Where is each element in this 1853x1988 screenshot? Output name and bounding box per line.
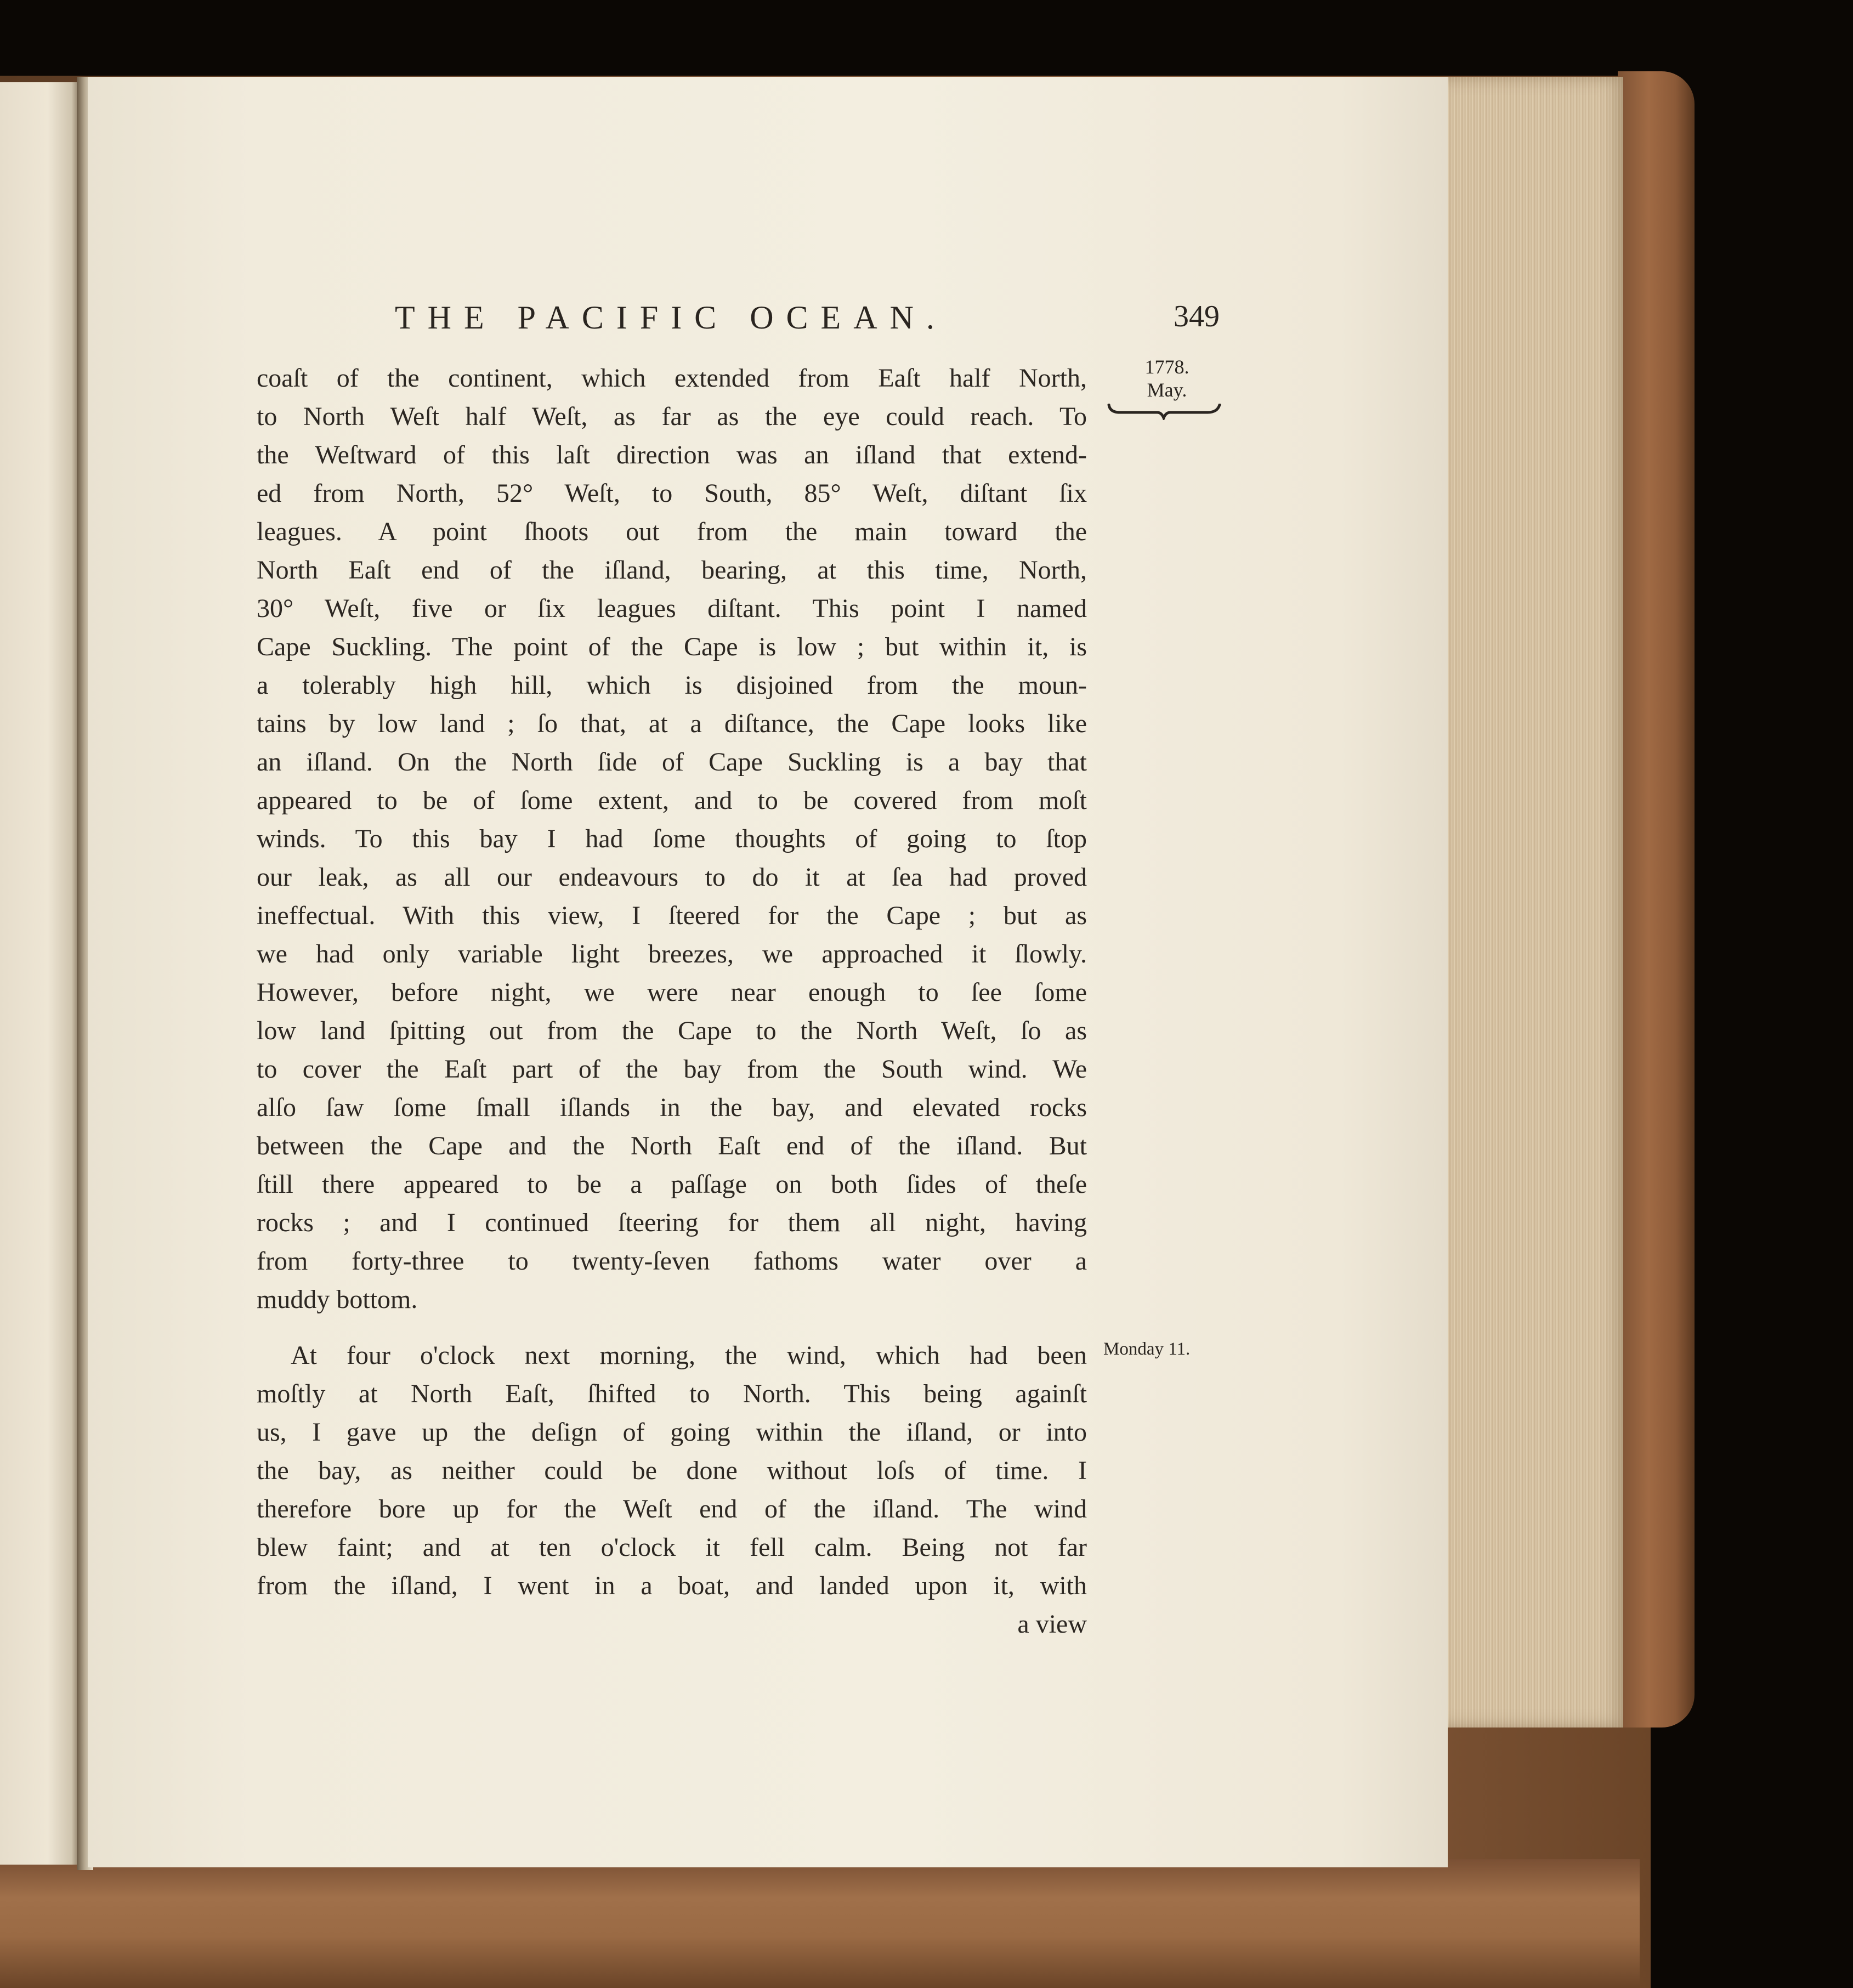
margin-brace-icon (1107, 404, 1222, 420)
text-line: from forty-three to twenty-ſeven fathoms water over a (257, 1247, 1087, 1276)
text-line: rocks ; and I continued ſteering for them all night, having (257, 1208, 1087, 1237)
margin-year: 1778. (1144, 356, 1189, 378)
catchword: a view (1017, 1610, 1087, 1639)
text-line: moſtly at North Eaſt, ſhifted to North. This being againſt (257, 1379, 1087, 1408)
running-head: THE PACIFIC OCEAN. (395, 299, 947, 336)
text-line: an iſland. On the North ſide of Cape Suckling is a bay that (257, 747, 1087, 777)
text-line: blew faint; and at ten o'clock it fell calm. Being not far (257, 1533, 1087, 1562)
text-line: between the Cape and the North Eaſt end of the iſland. But (257, 1131, 1087, 1160)
text-line: North Eaſt end of the iſland, bearing, at this time, North, (257, 556, 1087, 585)
text-line: we had only variable light breezes, we approached it ſlowly. (257, 939, 1087, 968)
text-line: muddy bottom. (257, 1285, 418, 1314)
text-line: ſtill there appeared to be a paſſage on both ſides of theſe (257, 1170, 1087, 1199)
text-line: At four o'clock next morning, the wind, which had been (291, 1341, 1087, 1370)
text-line: tains by low land ; ſo that, at a diſtance, the Cape looks like (257, 709, 1087, 738)
text-line: winds. To this bay I had ſome thoughts of going to ſtop (257, 824, 1087, 853)
text-line: ineffectual. With this view, I ſteered for the Cape ; but as (257, 901, 1087, 930)
margin-month: May. (1147, 379, 1187, 401)
text-line: to North Weſt half Weſt, as far as the eye could reach. To (257, 402, 1087, 431)
text-line: ed from North, 52° Weſt, to South, 85° Weſt, diſtant ſix (257, 479, 1087, 508)
text-line: us, I gave up the deſign of going within the iſland, or into (257, 1418, 1087, 1447)
text-line: 30° Weſt, five or ſix leagues diſtant. This point I named (257, 594, 1087, 623)
text-line: therefore bore up for the Weſt end of the iſland. The wind (257, 1494, 1087, 1523)
text-line: leagues. A point ſhoots out from the main toward the (257, 517, 1087, 546)
text-line: from the iſland, I went in a boat, and landed upon it, with (257, 1571, 1087, 1600)
text-line: low land ſpitting out from the Cape to the North Weſt, ſo as (257, 1016, 1087, 1045)
cover-right-edge (1618, 71, 1695, 1728)
text-line: to cover the Eaſt part of the bay from the South wind. We (257, 1055, 1087, 1084)
text-line: coaſt of the continent, which extended from Eaſt half North, (257, 364, 1087, 393)
page-block-edges (1440, 77, 1623, 1728)
text-line: the bay, as neither could be done without loſs of time. I (257, 1456, 1087, 1485)
margin-day: Monday 11. (1103, 1339, 1191, 1359)
text-line: a tolerably high hill, which is disjoined from the moun- (257, 671, 1087, 700)
text-line: our leak, as all our endeavours to do it at ſea had proved (257, 863, 1087, 892)
text-line: alſo ſaw ſome ſmall iſlands in the bay, and elevated rocks (257, 1093, 1087, 1122)
text-line: appeared to be of ſome extent, and to be covered from moſt (257, 786, 1087, 815)
left-page-sliver (0, 82, 80, 1865)
text-line: Cape Suckling. The point of the Cape is low ; but within it, is (257, 632, 1087, 661)
text-line: the Weſtward of this laſt direction was an iſland that extend- (257, 440, 1087, 469)
cover-bottom-edge (0, 1859, 1640, 1988)
page-number: 349 (1174, 299, 1220, 333)
text-line: However, before night, we were near enough to ſee ſome (257, 978, 1087, 1007)
